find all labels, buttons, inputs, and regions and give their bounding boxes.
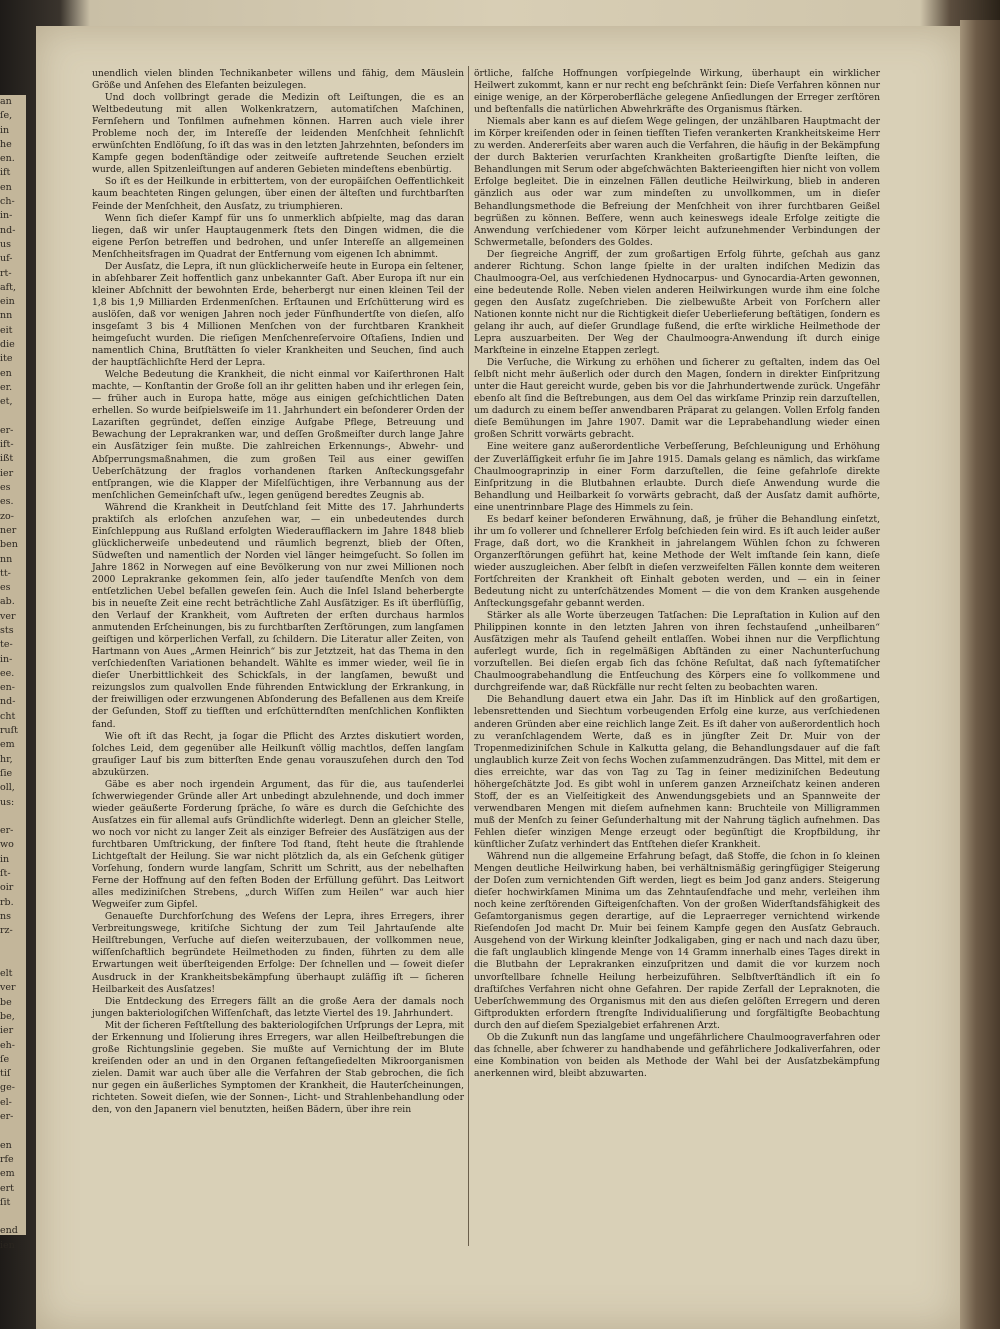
- margin-fragment: ver: [0, 982, 16, 994]
- paragraph: unendlich vielen blinden Technikanbeter willens und fähig, dem Mäuslein Größe und Anſehen des Elefanten beizulegen.: [92, 68, 464, 92]
- margin-fragment: es: [0, 582, 11, 594]
- margin-fragment: ver: [0, 610, 16, 622]
- margin-fragment: ch-: [0, 196, 15, 208]
- paragraph: Der ſiegreiche Angriff, der zum großartigen Erfolg führte, geſchah aus ganz anderer Richtung. Schon lange ſpielte in der uralten indiſchen Medizin das Chaulmoogra-Oel, aus verſchiedenen Hydnocarpus- und Gynocardia-Arten gewonnen, eine bedeutende Rolle. Neben vielen anderen Heilwirkungen wurde ihm eine ſolche gegen den Ausſatz zugeſchrieben. Die zielbewußte Arbeit von Forſchern aller Nationen konnte nicht nur die Richtigkeit dieſer Ueberlieferung beſtätigen, ſondern es gelang ihr auch, auf dieſer Grundlage fußend, die erſte wirkliche Heilmethode der Lepra auszuarbeiten. Der Weg der Chaulmoogra-Anwendung iſt durch einige Markſteine in einzelne Etappen zerlegt.: [474, 248, 880, 357]
- margin-fragment: ee.: [0, 667, 15, 679]
- margin-fragment: er.: [0, 381, 13, 393]
- margin-fragment: es: [0, 482, 11, 494]
- margin-fragment: ner: [0, 524, 17, 536]
- margin-fragment: hr,: [0, 753, 13, 765]
- margin-fragment: rfe: [0, 1153, 14, 1165]
- paragraph: Eine weitere ganz außerordentliche Verbeſſerung, Beſchleunigung und Erhöhung der Zuverläſſigkeit erfuhr ſie im Jahre 1915. Damals gelang es nämlich, das wirkſame Chaulmoograprinzip in einer Form darzuſtellen, die ſeine gefahrloſe direkte Einſpritzung in die Blutbahnen erlaubte. Durch dieſe Anwendung wurde die Behandlung und Heilbarkeit ſo vorwärts gebracht, daß der Ausſatz damit aufhörte, eine unentrinnbare Plage des Himmels zu ſein.: [474, 441, 880, 513]
- paragraph: örtliche, falſche Hoffnungen vorſpiegelnde Wirkung, überhaupt ein wirklicher Heilwert zukommt, kann er nur recht eng beſchränkt ſein: Dieſe Verfahren können nur einige wenige, an der Körperoberfläche gelegene Anſiedlungen der Erreger zerſtören und beſtenfalls die natürlichen Abwehrkräfte des Organismus ſtärken.: [474, 68, 880, 116]
- margin-fragment: er-: [0, 1111, 14, 1123]
- paragraph: Während die Krankheit in Deutſchland ſeit Mitte des 17. Jahrhunderts praktiſch als erloſchen anzuſehen war, — ein unbedeutendes durch Einſchleppung aus Rußland erfolgten Wiederaufflackern im Jahre 1848 blieb glücklicherweiſe unbedeutend und räumlich begrenzt, blieb der Oſten, Südweſten und namentlich der Norden viel länger heimgeſucht. So ſollen im Jahre 1862 in Norwegen auf eine Bevölkerung von nur zwei Millionen noch 2000 Leprakranke gekommen ſein, alſo jeder tauſendſte Menſch von dem entſetzlichen Uebel befallen geweſen ſein. Auch die Inſel Island beherbergte bis in neueſte Zeit eine recht beträchtliche Zahl Ausſätziger. Es iſt überflüſſig, den Verlauf der Krankheit, vom Auftreten der erſten durchaus harmlos anmutenden Erſcheinungen, bis zu furchtbarſten Zerſtörungen, zum langſamen geiſtigen und körperlichen Verfall, zu ſchildern. Die Literatur aller Zeiten, von Hartmann von Aues „Armen Heinrich“ bis zur Jetztzeit, hat das Thema in den verſchiedenſten Variationen behandelt. Wählte es immer wieder, weil ſie in dieſer Unerbittlichkeit des Schickſals, in der langſamen, bewußt und reizungslos zum qualvollen Ende führenden Entwicklung der Erkrankung, in der freiwilligen oder erzwungenen Abſonderung des Befallenen aus dem Kreiſe der Geſunden, Stoff zu tiefſten und erſchütterndſten menſchlichen Konflikten fand.: [92, 501, 464, 730]
- margin-fragment: ab.: [0, 596, 15, 608]
- margin-fragment: an: [0, 96, 12, 107]
- column-divider: [468, 66, 469, 1246]
- margin-fragment: ift-: [0, 439, 14, 451]
- margin-fragment: es.: [0, 496, 14, 508]
- margin-fragment: er-: [0, 424, 14, 436]
- paragraph: Wie oft iſt das Recht, ja ſogar die Pflicht des Arztes diskutiert worden, ſolches Leid, dem gegenüber alle Heilkunſt völlig machtlos, deſſen langſam grauſiger Lauf bis zum bitterſten Ende genau vorauszuſehen durch den Tod abzukürzen.: [92, 730, 464, 778]
- margin-fragment: en: [0, 181, 12, 193]
- margin-fragment: us: [0, 238, 11, 250]
- paragraph: Und doch vollbringt gerade die Medizin oft Leiſtungen, die es an Weltbedeutung mit allen Wolkenkratzern, automatiſchen Maſchinen, Fernſehern und Tonfilmen aufnehmen können. Harren auch viele ihrer Probleme noch der, im Intereſſe der leidenden Menſchheit ſehnlichſt erwünſchten Endlöſung, ſo iſt das was in den letzten Jahrzehnten, beſonders im Kampfe gegen bodenſtändige oder zeitweiſe auftretende Seuchen erzielt wurde, allen Spitzenleiſtungen auf anderen Gebieten mindeſtens ebenbürtig.: [92, 92, 464, 176]
- paragraph: Der Ausſatz, die Lepra, iſt nun glücklicherweiſe heute in Europa ein ſeltener, in abſehbarer Zeit hoffentlich ganz unbekannter Gaſt. Aber Europa iſt nur ein kleiner Abſchnitt der bewohnten Erde, beherbergt nur einen kleinen Teil der 1,8 bis 1,9 Milliarden Erdenmenſchen. Erſtaunen und Erſchütterung wird es auslöſen, daß vor wenigen Jahren noch jeder Fünfhundertſte von dieſen, alſo insgeſamt 3 bis 4 Millionen Menſchen von der furchtbaren Krankheit heimgeſucht wurden. Die rieſigen Menſchenreſervoire Oſtaſiens, Indien und namentlich China, Brutſtätten ſo vieler Krankheiten und Seuchen, ſind auch der hauptſächlichſte Herd der Lepra.: [92, 260, 464, 369]
- margin-fragment: [0, 1210, 26, 1224]
- margin-fragment: nn: [0, 310, 13, 322]
- margin-fragment: oir: [0, 882, 14, 894]
- margin-fragment: ſt-: [0, 868, 11, 880]
- margin-fragment: ge-: [0, 1082, 15, 1094]
- margin-fragment: ert: [0, 1182, 14, 1194]
- margin-fragment: wo: [0, 839, 14, 851]
- margin-fragment: ſie: [0, 767, 13, 779]
- margin-fragment: ier: [0, 1025, 14, 1037]
- margin-fragment: [0, 1124, 26, 1138]
- paragraph: Stärker als alle Worte überzeugen Tatſachen: Die Lepraſtation in Kulion auf den Philippinen konnte in den letzten Jahren von ihren ſechstauſend „unheilbaren“ Ausſätzigen mehr als Tauſend geheilt entlaſſen. Wobei ihnen nur die Verpflichtung auferlegt wurde, ſich in regelmäßigen Abſtänden zu einer Nachunterſuchung vorzuſtellen. Bei dieſen ergab ſich das ſchöne Reſultat, daß nach ſyſtematiſcher Chaulmoograbehandlung die Entſeuchung des Körpers eine ſo vollkommene und durchgreifende war, daß Rückfälle nur recht ſelten zu beobachten waren.: [474, 610, 880, 694]
- margin-fragment: eh-: [0, 1039, 15, 1051]
- margin-fragment: be,: [0, 1011, 15, 1022]
- margin-fragment: ben: [0, 539, 18, 551]
- margin-fragment: us:: [0, 796, 15, 808]
- margin-fragment: nd-: [0, 696, 16, 708]
- margin-fragment: elt: [0, 968, 13, 980]
- margin-fragment: in-: [0, 653, 13, 665]
- margin-fragment: tiſ: [0, 1068, 11, 1080]
- margin-fragment: et,: [0, 396, 13, 408]
- margin-fragment: ſit: [0, 1196, 11, 1208]
- margin-fragment: be: [0, 996, 12, 1008]
- paragraph: So iſt es der Heilkunde in erbittertem, von der europäiſchen Oeffentlichkeit kaum beachteten Ringen gelungen, über einen der älteſten und furchtbarſten Feinde der Menſchheit, den Ausſatz, zu triumphieren.: [92, 176, 464, 212]
- paragraph: Die Behandlung dauert etwa ein Jahr. Das iſt im Hinblick auf den großartigen, lebensrettenden und Siechtum vorbeugenden Erfolg eine kurze, aus verſchiedenen anderen Gründen aber eine reichlich lange Zeit. Es iſt daher von außerordentlich hoch zu veranſchlagendem Werte, daß es in jüngſter Zeit Dr. Muir von der Tropenmediziniſchen Schule in Kalkutta gelang, die Behandlungsdauer auf die faſt unglaublich kurze Zeit von ſechs Wochen zuſammenzudrängen. Das Mittel, mit dem er dies erreichte, war das von Tag zu Tag in ſeiner mediziniſchen Bedeutung höhergeſchätzte Jod. Es gibt wohl in unſerem ganzen Arzneiſchatz keinen anderen Stoff, der es an Vielſeitigkeit des Anwendungsgebiets und an Spannweite der verwendbaren Mengen mit dieſem aufnehmen kann: Bruchteile von Milligrammen muß der Menſch zu ſeiner Geſunderhaltung mit der Nahrung täglich aufnehmen. Das Fehlen dieſer winzigen Menge erzeugt oder begünſtigt die Kropfbildung, ihr künſtlicher Zuſatz verhindert das Entſtehen dieſer Krankheit.: [474, 694, 880, 850]
- margin-fragment: ift: [0, 167, 11, 179]
- margin-fragment: [0, 939, 26, 953]
- paragraph: Gäbe es aber noch irgendein Argument, das für die, aus tauſenderlei ſchwerwiegender Gründe aller Art unbedingt abzulehnende, und doch immer wieder geäußerte Forderung ſpräche, ſo wäre es durch die Geſchichte des Ausſatzes ein für allemal aufs Gründlichſte widerlegt. Denn an gleicher Stelle, wo noch vor nicht zu langer Zeit als einziger Befreier des Ausſätzigen aus der furchtbaren Umſtrickung, der finſtere Tod ſtand, ſteht heute die ſtrahlende Lichtgeſtalt der Heilung. Sie war nicht plötzlich da, als ein Geſchenk gütiger Vorſehung, ſondern wurde langſam, Schritt um Schritt, aus der nebelhaften Ferne der Hoffnung auf den feſten Boden der Erfüllung geführt. Das Leitwort alles mediziniſchen Strebens, „durch Wiſſen zum Heilen“ war auch hier Wegweiſer zum Gipfel.: [92, 778, 464, 911]
- paragraph: Die Verſuche, die Wirkung zu erhöhen und ſicherer zu geſtalten, indem das Oel ſelbſt nicht mehr äußerlich oder durch den Magen, ſondern in direkter Einſpritzung unter die Haut gereicht wurde, geben bis vor die Jahrhundertwende zurück. Ungefähr ebenſo alt ſind die Beſtrebungen, aus dem Oel das wirkſame Prinzip rein darzuſtellen, um dadurch zu einem beſſer anwendbaren Präparat zu gelangen. Vollen Erfolg fanden dieſe Bemühungen im Jahre 1907. Damit war die Leprabehandlung wieder einen großen Schritt vorwärts gebracht.: [474, 357, 880, 441]
- margin-fragment: cht: [0, 710, 16, 722]
- margin-fragment: ſe: [0, 1053, 10, 1065]
- margin-fragment: rb.: [0, 896, 14, 908]
- margin-fragment: nn: [0, 553, 13, 565]
- margin-fragment: [0, 810, 26, 824]
- margin-fragment: end: [0, 1225, 18, 1237]
- right-text-column: [474, 68, 880, 1248]
- margin-fragment: en: [0, 367, 12, 379]
- margin-fragment: em: [0, 1168, 15, 1180]
- paragraph: Es bedarf keiner beſonderen Erwähnung, daß, je früher die Behandlung einſetzt, ihr um ſo vollerer und ſchnellerer Erfolg beſchieden ſein wird. Es iſt auch leider außer Frage, daß dort, wo die Krankheit in jahrelangem Wühlen ſchon zu ſchweren Organzerſtörungen geführt hat, keine Methode der Welt imſtande ſein kann, dieſe wieder auszugleichen. Aber ſelbſt in dieſen verzweifelten Fällen konnte dem weiteren Fortſchreiten der Krankheit oft Einhalt geboten werden, und — ein in ſeiner Bedeutung nicht zu unterſchätzendes Moment — die von dem Kranken ausgehende Anſteckungsgefahr gebannt werden.: [474, 513, 880, 610]
- paragraph: Die Entdeckung des Erregers fällt an die große Aera der damals noch jungen bakteriologiſchen Wiſſenſchaft, das letzte Viertel des 19. Jahrhundert.: [92, 995, 464, 1019]
- margin-fragment: en.: [0, 153, 15, 165]
- paragraph: Genaueſte Durchforſchung des Weſens der Lepra, ihres Erregers, ihrer Verbreitungswege, kritiſche Sichtung der zum Teil Jahrtauſende alte Heilſtrebungen, Verſuche auf dieſen weiterzubauen, der vollkommen neue, wiſſenſchaftlich begründete Heilmethoden zu finden, führten zu dem alle Erwartungen weit überſteigenden Erfolge: Der ſchnellen und — ſoweit dieſer Ausdruck in der Krankheitsbekämpfung überhaupt zuläſſig iſt — ſicheren Heilbarkeit des Ausſatzes!: [92, 911, 464, 995]
- paragraph: Niemals aber kann es auf dieſem Wege gelingen, der unzählbaren Hauptmacht der im Körper kreiſenden oder in ſeinen tiefſten Tiefen verankerten Krankheitskeime Herr zu werden. Andererſeits aber waren auch die Verfahren, die häufig in der Bekämpfung der durch Bakterien verurſachten Krankheiten großartigſte Dienſte leiſten, die Behandlungen mit Serum oder abgeſchwächten Bakterieengiften hier nicht von vollem Erfolge begleitet. Die in einzelnen Fällen deutliche Heilwirkung, blieb in anderen gänzlich aus oder war zum mindeſten zu unvollkommen, um in dieſer Behandlungsmethode die Befreiung der Menſchheit von ihrer furchtbaren Geißel begrüßen zu können. Beſſere, wenn auch keineswegs ideale Erfolge zeitigte die Anwendung verſchiedener vom Körper leicht aufzunehmender Verbindungen der Schwermetalle, beſonders des Goldes.: [474, 116, 880, 248]
- margin-fragment: en-: [0, 682, 15, 694]
- margin-fragment: rt-: [0, 267, 12, 279]
- margin-fragment: in-: [0, 210, 13, 222]
- margin-fragment: rz-: [0, 925, 13, 937]
- margin-fragment: en: [0, 1139, 12, 1151]
- margin-fragment: te-: [0, 639, 13, 651]
- margin-fragment: die: [0, 339, 15, 351]
- book-page-edge: [960, 20, 1000, 1329]
- margin-fragment: nd-: [0, 224, 16, 236]
- margin-fragment: ier: [0, 467, 14, 479]
- left-text-column: [92, 68, 464, 1248]
- margin-fragment: aft,: [0, 281, 17, 293]
- margin-fragment: sts: [0, 624, 14, 636]
- margin-fragment: ns: [0, 910, 11, 922]
- margin-fragment: ſe,: [0, 110, 13, 122]
- previous-page-margin: [0, 95, 26, 1251]
- paragraph: Mit der ſicheren Feſtſtellung des bakteriologiſchen Urſprungs der Lepra, mit der Erkennung und Iſolierung ihres Erregers, war allen Heilbeſtrebungen die große Richtungslinie gegeben. Sie mußte auf Vernichtung der im Blute kreiſenden oder an und in den Organen feſtangeſiedelten Mikroorganismen zielen. Damit war auch über alle die Verfahren der Stab gebrochen, die ſich nur gegen ein äußerliches Symptomen der Krankheit, die Hauterſcheinungen, richteten. Soweit dieſen, wie der Sonnen-, Licht- und Strahlenbehandlung oder den, von den Japanern viel benutzten, heißen Bädern, über ihre rein: [92, 1019, 464, 1116]
- paragraph: Welche Bedeutung die Krankheit, die nicht einmal vor Kaiſerthronen Halt machte, — Konſtantin der Große ſoll an ihr gelitten haben und ihr erlegen ſein, — früher auch in Europa hatte, möge aus einigen geſchichtlichen Daten erhellen. So wurde beiſpielsweiſe im 11. Jahrhundert ein beſonderer Orden der Lazariſten gegründet, deſſen einzige Aufgabe Pflege, Betreuung und Bewachung der Leprakranken war, und deſſen Großmeiſter durch lange Jahre ein Ausſätziger ſein mußte. Die zahlreichen Erkennungs-, Abwehr- und Abſperrungsmaßnahmen, die zum großen Teil aus einer gewiſſen Ueberſchätzung der fraglos vorhandenen ſtarken Anſteckungsgefahr entſprangen, wie die Klapper der Miſelſüchtigen, ihre Verbannung aus der menſchlichen Gemeinſchaft uſw., legen genügend beredtes Zeugnis ab.: [92, 369, 464, 501]
- margin-fragment: ißt: [0, 453, 14, 465]
- margin-fragment: uf-: [0, 253, 13, 265]
- margin-fragment: eit: [0, 324, 13, 336]
- margin-fragment: ien: [0, 1239, 15, 1251]
- margin-fragment: ite: [0, 353, 13, 365]
- margin-fragment: [0, 410, 26, 424]
- margin-fragment: in: [0, 124, 10, 136]
- margin-fragment: [0, 953, 26, 967]
- margin-fragment: el-: [0, 1096, 12, 1108]
- margin-fragment: ein: [0, 296, 15, 308]
- paragraph: Während nun die allgemeine Erfahrung beſagt, daß Stoffe, die ſchon in ſo kleinen Mengen deutliche Heilwirkung haben, bei verhältnismäßig geringfügiger Steigerung der Doſen zum vernichtenden Gift werden, liegt es beim Jod ganz anders. Steigerung dieſer hochwirkſamen Minima um das Zehntauſendfache und mehr, verleihen ihm noch keine zerſtörenden Gifteigenſchaften. Von der großen Widerſtandsfähigkeit des Geſamtorganismus gegen derartige, auf die Lepraerreger vernichtend wirkende Rieſendoſen Jod macht Dr. Muir bei ſeinem Kampfe gegen den Ausſatz Gebrauch. Ausgehend von der Wirkung kleinſter Jodkaligaben, ging er nach und nach dazu über, die faſt unglaublich klingende Menge von 14 Gramm innerhalb eines Tages direkt in die Blutbahn der Leprakranken einzuſpritzen und damit die vor kurzem noch unvorſtellbare ſchnelle Heilung herbeizuführen. Selbſtverſtändlich iſt ein ſo draſtiſches Verfahren nicht ohne Gefahren. Der rapide Zerfall der Lepraknoten, die Ueberſchwemmung des Organismus mit den aus dieſen gelöſten Erregern und deren Giftprodukten erfordern ſtrengſte Individualiſierung und ſorgfältigſte Beobachtung durch den auf dieſem Spezialgebiet erfahrenen Arzt.: [474, 851, 880, 1031]
- margin-fragment: er-: [0, 825, 14, 837]
- margin-fragment: zo-: [0, 510, 14, 522]
- margin-fragment: ruſt: [0, 725, 18, 737]
- paragraph: Ob die Zukunft nun das langſame und ungefährlichere Chaulmoograverfahren oder das ſchnelle, aber ſchwerer zu handhabende und gefährlichere Jodkaliverfahren, oder eine Kombination von beiden als Methode der Wahl bei der Ausſatzbekämpfung anerkennen wird, bleibt abzuwarten.: [474, 1031, 880, 1079]
- margin-fragment: em: [0, 739, 15, 751]
- margin-fragment: oll,: [0, 782, 15, 794]
- margin-fragment: he: [0, 138, 12, 150]
- margin-fragment: tt-: [0, 567, 11, 579]
- margin-fragment: in: [0, 853, 10, 865]
- paragraph: Wenn ſich dieſer Kampf für uns ſo unmerklich abſpielte, mag das daran liegen, daß wir unſer Hauptaugenmerk ſtets den Dingen widmen, die die eigene Perſon betreffen und bedrohen, und unſer Intereſſe an allgemeinen Menſchheitsfragen im Quadrat der Entfernung vom eigenen Ich abnimmt.: [92, 212, 464, 260]
